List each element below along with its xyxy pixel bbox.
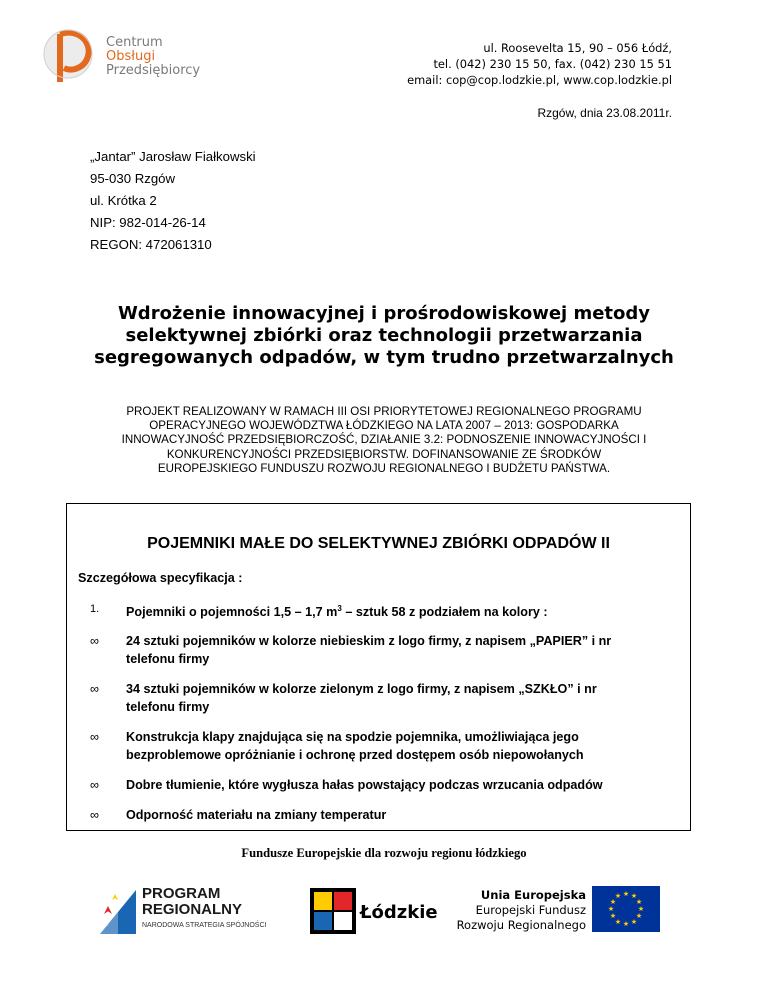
bullet-icon: ∞ xyxy=(90,682,99,696)
bullet-5-line-1: Odporność materiału na zmiany temperatur xyxy=(126,808,387,822)
bullet-text xyxy=(126,728,686,764)
project-line-4: KONKURENCYJNOŚCI PRZEDSIĘBIORSTW. DOFINANSOWANIE ZE ŚRODKÓW xyxy=(166,447,602,461)
recipient-regon: REGON: 472061310 xyxy=(90,237,212,252)
svg-text:★: ★ xyxy=(630,892,638,900)
program-regionalny-logo-icon xyxy=(96,886,140,938)
project-line-3: INNOWACYJNOŚĆ PRZEDSIĘBIORCZOŚĆ, DZIAŁANIE 3.2: PODNOSZENIE INNOWACYJNOŚCI I xyxy=(121,433,647,447)
item-1-text-after: – sztuk 58 z podziałem na kolory : xyxy=(341,605,548,620)
recipient-nip: NIP: 982-014-26-14 xyxy=(90,215,206,230)
bullet-1-line-1: 24 sztuki pojemników w kolorze niebieskim z logo firmy, z napisem „PAPIER” i nr xyxy=(126,634,612,648)
bullet-2-line-1: 34 sztuki pojemników w kolorze zielonym z logo firmy, z napisem „SZKŁO” i nr xyxy=(126,682,597,696)
svg-text:★: ★ xyxy=(609,912,617,920)
program-line-1: PROGRAM xyxy=(142,885,221,902)
recipient-city: 95-030 Rzgów xyxy=(90,171,176,186)
title-line-3: segregowanych odpadów, w tym trudno przetwarzalnych xyxy=(94,347,674,368)
project-line-2: OPERACYJNEGO WOJEWÓDZTWA ŁÓDZKIEGO NA LATA 2007 – 2013: GOSPODARKA xyxy=(149,419,619,433)
bullet-text xyxy=(126,776,686,794)
program-line-2: REGIONALNY xyxy=(142,901,243,918)
svg-text:★: ★ xyxy=(609,898,617,906)
document-date: Rzgów, dnia 23.08.2011r. xyxy=(537,106,672,120)
bullet-text xyxy=(126,680,686,716)
document-title xyxy=(60,303,708,369)
program-subtitle: NARODOWA STRATEGIA SPÓJNOŚCI xyxy=(142,922,267,929)
eu-line-3: Rozwoju Regionalnego xyxy=(456,918,586,932)
bullet-3-line-2: bezproblemowe opróżnianie i ochronę przed dostępem osób niepowołanych xyxy=(126,748,584,762)
bullet-1-line-2: telefonu firmy xyxy=(126,652,210,666)
eu-line-1: Unia Europejska xyxy=(480,888,586,902)
bullet-icon: ∞ xyxy=(90,634,99,648)
svg-text:★: ★ xyxy=(607,905,615,913)
eu-line-2: Europejski Fundusz xyxy=(475,903,586,917)
bullet-icon: ∞ xyxy=(90,730,99,744)
bullet-2-line-2: telefonu firmy xyxy=(126,700,210,714)
logo-line-2: Obsługi xyxy=(106,49,156,64)
spec-label: Szczegółowa specyfikacja : xyxy=(78,571,243,585)
project-line-5: EUROPEJSKIEGO FUNDUSZU ROZWOJU REGIONALNEGO I BUDŻETU PAŃSTWA. xyxy=(157,461,611,475)
svg-text:★: ★ xyxy=(635,898,643,906)
address-line-1: ul. Roosevelta 15, 90 – 056 Łódź, xyxy=(483,41,672,55)
svg-text:★: ★ xyxy=(630,918,638,926)
svg-text:★: ★ xyxy=(622,920,630,928)
recipient-name: „Jantar” Jarosław Fiałkowski xyxy=(90,149,256,164)
address-block xyxy=(407,40,672,88)
item-1-text-before: Pojemniki o pojemności 1,5 – 1,7 m xyxy=(126,605,338,620)
eu-flag-icon xyxy=(592,886,660,932)
item-1-superscript: 3 xyxy=(337,604,342,613)
item-number: 1. xyxy=(90,603,100,615)
program-regionalny-text xyxy=(142,886,242,918)
footer-title: Fundusze Europejskie dla rozwoju regionu łódzkiego xyxy=(241,846,527,860)
lodzkie-text: Łódzkie xyxy=(360,902,438,923)
svg-text:★: ★ xyxy=(637,905,645,913)
bullet-text xyxy=(126,806,686,824)
bullet-icon: ∞ xyxy=(90,808,99,822)
svg-text:★: ★ xyxy=(622,890,630,898)
bullet-4-line-1: Dobre tłumienie, które wygłusza hałas powstający podczas wrzucania odpadów xyxy=(126,778,603,792)
project-line-1: PROJEKT REALIZOWANY W RAMACH III OSI PRIORYTETOWEJ REGIONALNEGO PROGRAMU xyxy=(126,405,642,418)
svg-text:★: ★ xyxy=(635,912,643,920)
address-line-3: email: cop@cop.lodzkie.pl, www.cop.lodzkie.pl xyxy=(407,73,672,87)
recipient-block xyxy=(90,146,256,256)
title-line-2: selektywnej zbiórki oraz technologii przetwarzania xyxy=(125,325,643,346)
project-description xyxy=(80,405,688,476)
box-title: POJEMNIKI MAŁE DO SELEKTYWNEJ ZBIÓRKI ODPADÓW II xyxy=(147,535,610,552)
recipient-street: ul. Krótka 2 xyxy=(90,193,157,208)
item-1-text xyxy=(126,600,686,621)
logo-line-1: Centrum xyxy=(106,35,163,50)
bullet-text xyxy=(126,632,686,668)
bullet-3-line-1: Konstrukcja klapy znajdująca się na spodzie pojemnika, umożliwiająca jego xyxy=(126,730,579,744)
svg-text:★: ★ xyxy=(614,918,622,926)
bullet-icon: ∞ xyxy=(90,778,99,792)
eu-text xyxy=(440,888,586,933)
address-line-2: tel. (042) 230 15 50, fax. (042) 230 15 51 xyxy=(433,57,672,71)
title-line-1: Wdrożenie innowacyjnej i prośrodowiskowej metody xyxy=(117,303,651,324)
logo-text xyxy=(106,36,200,78)
lodzkie-logo-icon xyxy=(310,888,356,934)
svg-text:★: ★ xyxy=(614,892,622,900)
logo-line-3: Przedsiębiorcy xyxy=(106,63,201,78)
